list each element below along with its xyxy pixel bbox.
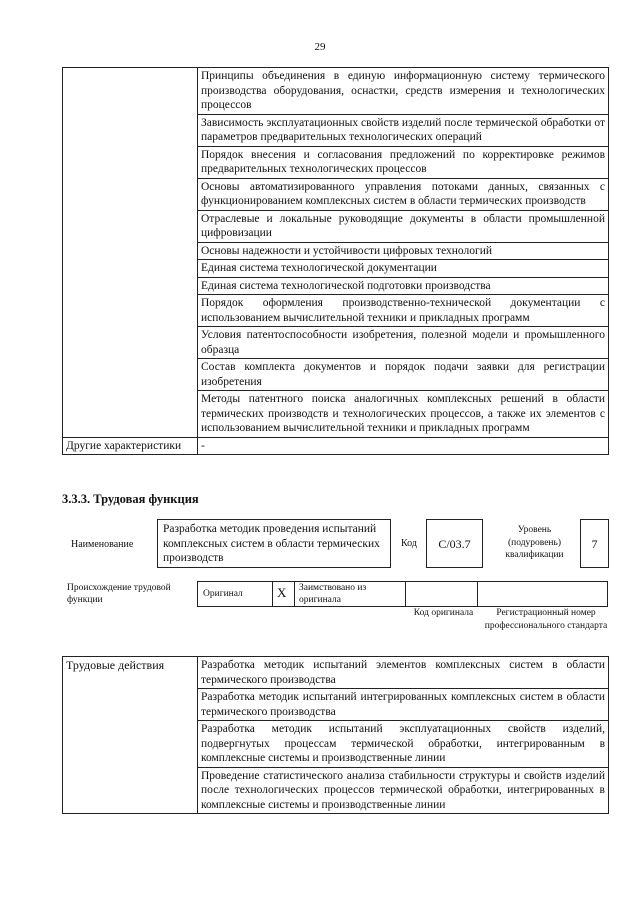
level-label: Уровень (подуровень) квалификации (505, 525, 564, 560)
function-name-box: Разработка методик проведения испытаний комплексных систем в области термических производств (157, 519, 391, 568)
labor-actions-label: Трудовые действия (63, 657, 198, 814)
code-original-caption: Код оригинала (413, 608, 474, 618)
knowledge-item: Отраслевые и локальные руководящие документы в области промышленной цифровизации (198, 210, 609, 242)
table-row (63, 657, 609, 689)
labor-action-item: Проведение статистического анализа стабильности структуры и свойств изделий после технологических процессов термической обработки, интегрированных в комплексные системы и производственные линии (198, 767, 609, 814)
level-value-box: 7 (580, 519, 609, 568)
knowledge-label-cell (63, 68, 198, 438)
section-title: 3.3.3. Трудовая функция (62, 492, 199, 506)
other-characteristics-label: Другие характеристики (63, 437, 198, 455)
code-label: Код (401, 538, 417, 549)
reg-number-caption: Регистрационный номер профессионального стандарта (484, 608, 608, 631)
knowledge-item: Основы автоматизированного управления потоками данных, связанных с функционированием комплексных систем в области термических производств (198, 178, 609, 210)
origin-divider (477, 581, 478, 607)
knowledge-item: Зависимость эксплуатационных свойств изделий после термической обработки от параметров предварительных технологических операций (198, 114, 609, 146)
labor-action-item: Разработка методик испытаний элементов комплексных систем в области термического производства (198, 657, 609, 689)
knowledge-item: Единая система технологической подготовки производства (198, 277, 609, 295)
origin-divider (272, 581, 273, 607)
code-value-box: C/03.7 (426, 519, 483, 568)
borrowed-label: Заимствовано из оригинала (299, 583, 367, 605)
knowledge-item: Состав комплекта документов и порядок подачи заявки для регистрации изобретения (198, 359, 609, 391)
origin-label: Происхождение трудовой функции (67, 583, 171, 605)
origin-divider (294, 581, 295, 607)
labor-action-item: Разработка методик испытаний эксплуатационных свойств изделий, подвергнутых процессам термической обработки, интегрированным в комплексные системы и производственные линии (198, 721, 609, 768)
knowledge-item: Единая система технологической документации (198, 260, 609, 278)
knowledge-item: Порядок оформления производственно-технической документации с использованием вычислительной техники и прикладных программ (198, 295, 609, 327)
labor-action-item: Разработка методик испытаний интегрированных комплексных систем в области термического производства (198, 689, 609, 721)
knowledge-table (62, 67, 609, 455)
original-mark: X (277, 585, 287, 600)
labor-actions-table (62, 656, 609, 814)
table-row (63, 68, 609, 115)
knowledge-item: Условия патентоспособности изобретения, полезной модели и промышленного образца (198, 327, 609, 359)
table-row (63, 437, 609, 455)
other-characteristics-value: - (198, 437, 609, 455)
original-label: Оригинал (203, 589, 243, 599)
name-label: Наименование (71, 539, 134, 550)
knowledge-item: Основы надежности и устойчивости цифровых технологий (198, 242, 609, 260)
knowledge-item: Принципы объединения в единую информационную систему термического производства оборудования, оснастки, средств измерения и технологических процессов (198, 68, 609, 115)
knowledge-item: Порядок внесения и согласования предложений по корректировке режимов предварительных технологических процессов (198, 146, 609, 178)
page-number: 29 (314, 41, 326, 53)
knowledge-item: Методы патентного поиска аналогичных комплексных решений в области термических производств и технологических процессов, а также их элементов с использованием вычислительной техники и прикладных программ (198, 391, 609, 438)
origin-divider (405, 581, 406, 607)
